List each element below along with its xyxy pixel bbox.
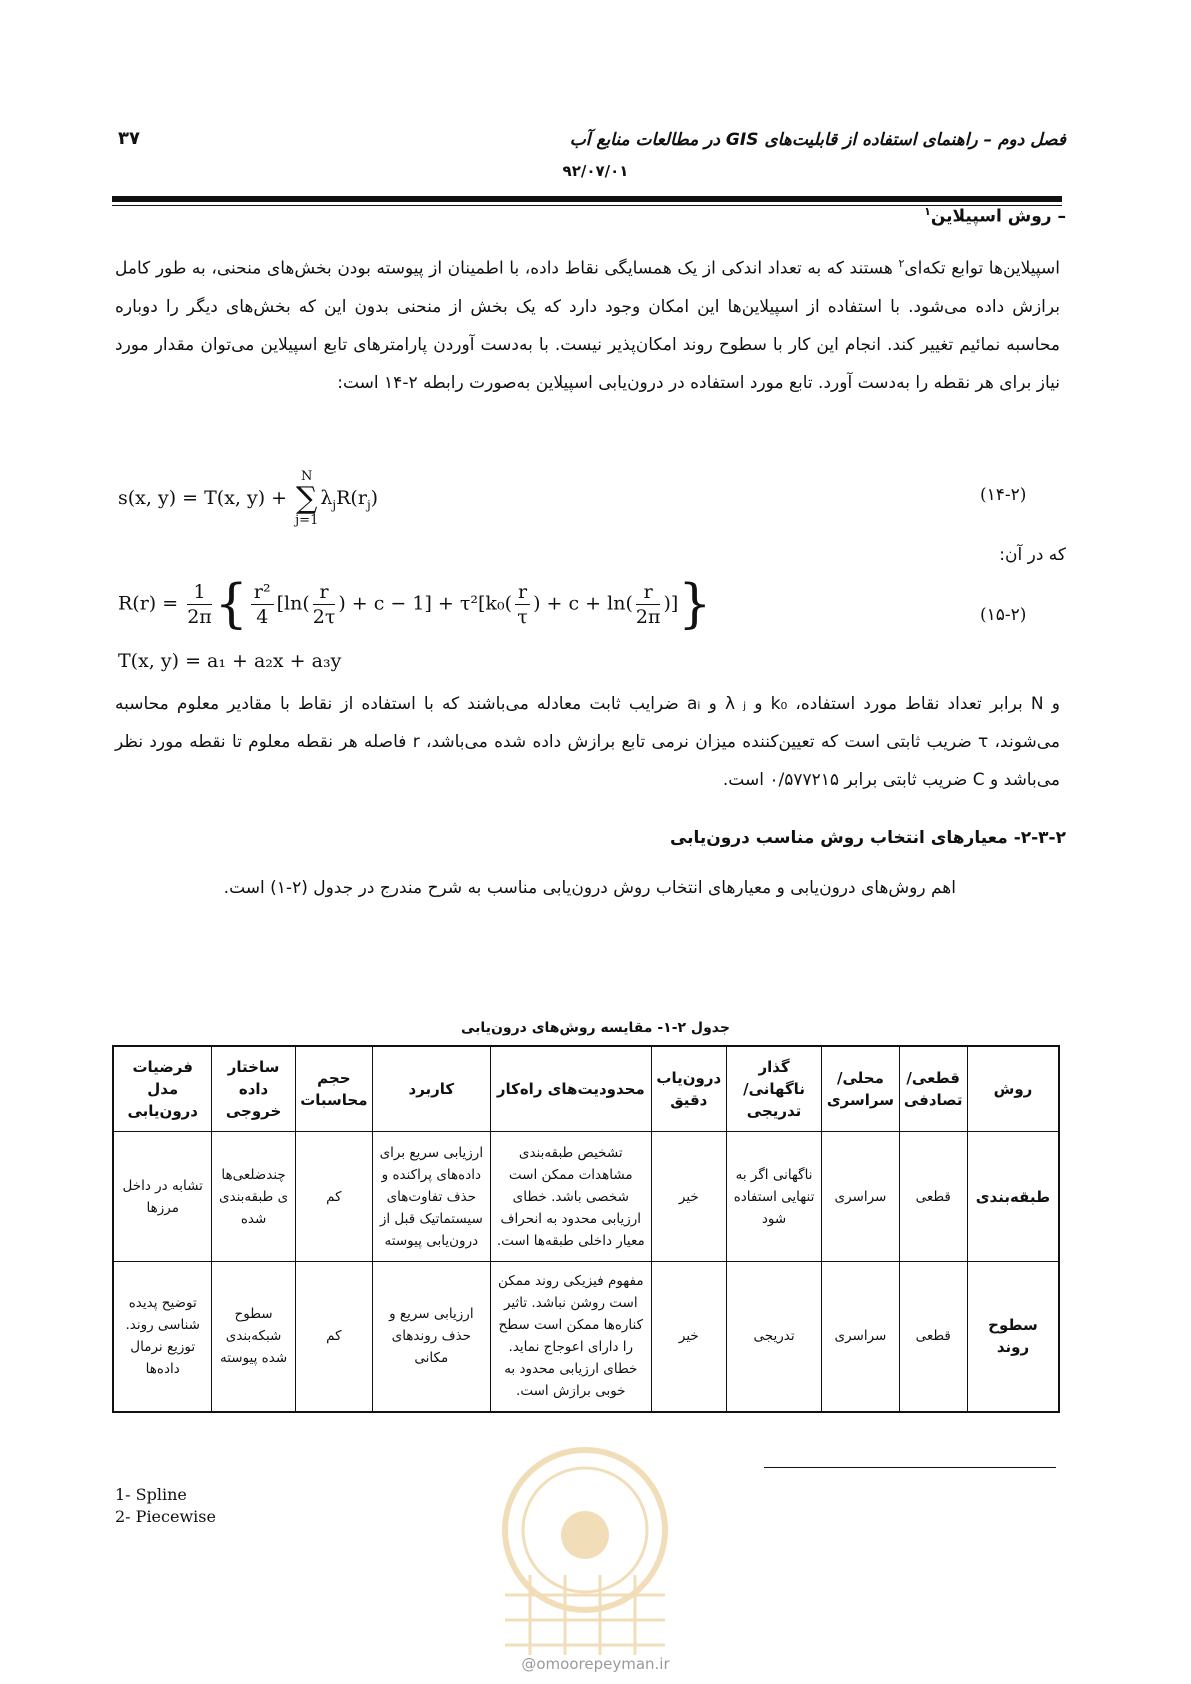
table-cell: قطعی: [899, 1262, 967, 1412]
table-header: درون‌یاب دقیق: [651, 1046, 726, 1132]
running-header-title: فصل دوم – راهنمای استفاده از قابلیت‌های GIS در مطالعات منابع آب: [569, 130, 1066, 150]
table-cell: سطوح روند: [967, 1262, 1059, 1412]
header-rule-thin: [112, 205, 1062, 206]
table-cell: خیر: [651, 1132, 726, 1262]
table-header: قطعی/ تصادفی: [899, 1046, 967, 1132]
paragraph-coefficients: و N برابر تعداد نقاط مورد استفاده، k₀ و λ ⱼ و aᵢ ضرایب ثابت معادله می‌باشند که با استفاده از نقاط با مقادیر معلوم محاسبه می‌شوند، τ ضریب ثابتی است که تعیین‌کننده میزان نرمی تابع برازش داده شده می‌باشد، r فاصله هر نقطه معلوم تا نقطه مورد نظر می‌باشد و C ضریب ثابتی برابر ۰/۵۷۷۲۱۵ است.: [115, 694, 1060, 790]
table-cell: چندضلعی‌ها ی طبقه‌بندی شده: [212, 1132, 295, 1262]
table-cell: تدریجی: [726, 1262, 822, 1412]
table-cell: توضیح پدیده شناسی روند. توزیع نرمال داده‌ها: [113, 1262, 212, 1412]
table-cell: قطعی: [899, 1132, 967, 1262]
section-heading-criteria: ۲-۳-۲- معیارهای انتخاب روش مناسب درون‌یابی: [669, 828, 1066, 848]
footnote-2: 2- Piecewise: [115, 1507, 216, 1526]
table-cell: خیر: [651, 1262, 726, 1412]
table-cell: سطوح شبکه‌بندی شده پیوسته: [212, 1262, 295, 1412]
table-cell: سراسری: [822, 1262, 899, 1412]
table-cell: تشابه در داخل مرزها: [113, 1132, 212, 1262]
table-cell: ارزیابی سریع برای داده‌های پراکنده و حذف تفاوت‌های سیستماتیک قبل از درون‌یابی پیوسته: [373, 1132, 491, 1262]
table-caption: جدول ۲-۱- مقایسه روش‌های درون‌یابی: [461, 1020, 730, 1036]
table-header: کاربرد: [373, 1046, 491, 1132]
table-cell: ناگهانی اگر به تنهایی استفاده شود: [726, 1132, 822, 1262]
table-header: ساختار داده خروجی: [212, 1046, 295, 1132]
equation-15-number: (۱۵-۲): [980, 605, 1027, 625]
table-cell: کم: [295, 1132, 372, 1262]
table-header-row: [113, 1046, 1059, 1132]
paragraph-criteria: اهم روش‌های درون‌یابی و معیارهای انتخاب روش درون‌یابی مناسب به شرح مندرج در جدول (۲-۱) است.: [223, 878, 956, 898]
equation-14-number: (۱۴-۲): [980, 485, 1027, 505]
section-heading-spline: – روش اسپیلاین$^۱$: [924, 205, 1066, 227]
equation-15: R(r) = $\frac{1}{2\pi}$ { $\frac{\text{r²}}{4}$ [ln( $\frac{r}{2\tau}$ ) + c − 1] + τ²[k₀( $\frac{r}{\tau}$ ) + c + ln( $\frac{r}{2\pi}$ )]}: [118, 574, 712, 635]
table-header: فرضیات مدل درون‌یابی: [113, 1046, 212, 1132]
table-row: [113, 1262, 1059, 1412]
running-header-date: ۹۲/۰۷/۰۱: [562, 162, 629, 180]
table-row: [113, 1132, 1059, 1262]
table-cell: کم: [295, 1262, 372, 1412]
table-cell: سراسری: [822, 1132, 899, 1262]
table-header: محلی/ سراسری: [822, 1046, 899, 1132]
table-header: محدودیت‌های راه‌کار: [490, 1046, 651, 1132]
footnote-1: 1- Spline: [115, 1485, 187, 1504]
paragraph-spline-intro: اسپیلاین‌ها توابع تکه‌ای$^۲$ هستند که به تعداد اندکی از یک همسایگی نقاط داده، با اطمینان از پیوسته بودن بخش‌های منحنی، به طور کامل برازش داده می‌شود. با استفاده از اسپیلاین‌ها این امکان وجود دارد که یک بخش از منحنی بدون این که بخش‌های دیگر را دوباره محاسبه نمائیم تغییر کند. انجام این کار با سطوح روند امکان‌پذیر نیست. با به‌دست آوردن پارامترهای تابع اسپیلاین می‌توان مقدار مورد نیاز برای هر نقطه را به‌دست آورد. تابع مورد استفاده در درون‌یابی اسپیلاین به‌صورت رابطه ۲-۱۴ است:: [115, 257, 1060, 393]
table-cell: مفهوم فیزیکی روند ممکن است روشن نباشد. تاثیر کناره‌ها ممکن است سطح را دارای اعوجاج نماید. خطای ارزیابی محدود به خوبی برازش است.: [490, 1262, 651, 1412]
summation-symbol: N ∑ j=1: [295, 469, 319, 528]
table-cell: طبقه‌بندی: [967, 1132, 1059, 1262]
header-rule-thick: [112, 196, 1062, 202]
table-header: گذار ناگهانی/ تدریجی: [726, 1046, 822, 1132]
watermark-seal-icon: [480, 1445, 690, 1665]
equation-14: s(x, y) = T(x, y) + N ∑ j=1 $\lambda_jR(r_j)$: [118, 469, 379, 528]
table-header: حجم محاسبات: [295, 1046, 372, 1132]
equation-trend: T(x, y) = a₁ + a₂x + a₃y: [118, 650, 342, 672]
table-cell: ارزیابی سریع و حذف روندهای مکانی: [373, 1262, 491, 1412]
footnote-rule: [764, 1467, 1056, 1468]
where-label: که در آن:: [999, 545, 1066, 565]
table-header: روش: [967, 1046, 1059, 1132]
watermark-text: @omoorepeyman.ir: [521, 1655, 670, 1673]
table-cell: تشخیص طبقه‌بندی مشاهدات ممکن است شخصی باشد. خطای ارزیابی محدود به انحراف معیار داخلی طبقه‌ها است.: [490, 1132, 651, 1262]
page-number: ۳۷: [118, 128, 140, 149]
comparison-table: [112, 1045, 1060, 1413]
